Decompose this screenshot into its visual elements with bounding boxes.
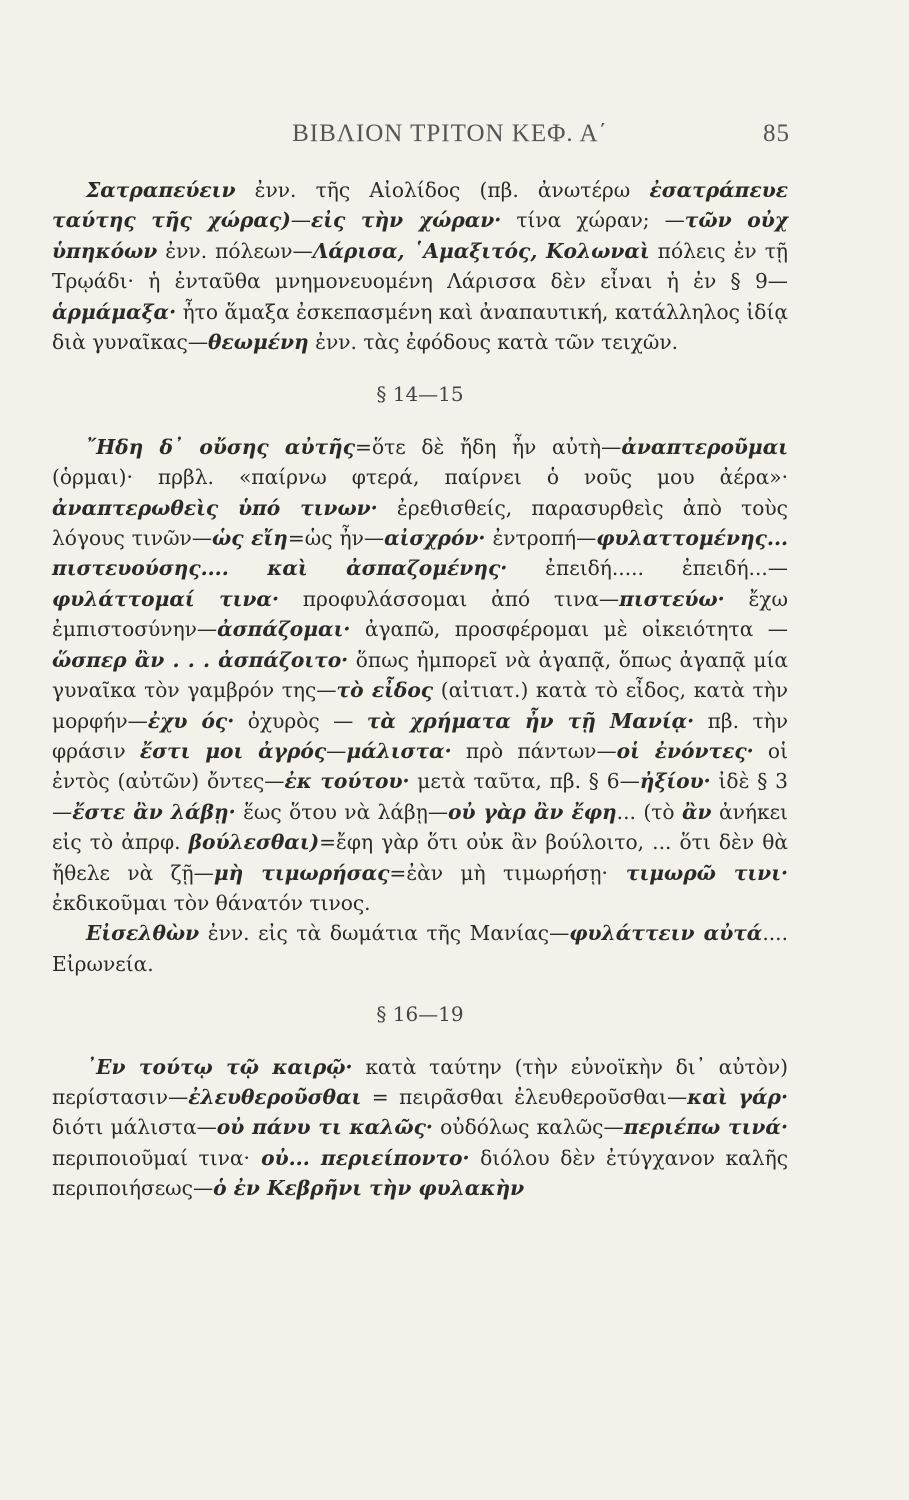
lemma: ἀναπτερωθεὶς ὑπό τινων· bbox=[52, 495, 378, 520]
gloss: οὐδόλως καλῶς— bbox=[432, 1115, 624, 1140]
paragraph-3 bbox=[52, 918, 788, 979]
lemma: καὶ γάρ· bbox=[687, 1084, 788, 1109]
lemma: ἐσατράπευε ταύτης τῆς χώρας) bbox=[52, 178, 788, 233]
gloss: περιποιοῦμαί τινα· bbox=[52, 1145, 250, 1170]
gloss: ὅπως ἠμπορεῖ νὰ ἀγαπᾷ, ὅπως ἀγαπᾷ μία γυναῖκα τὸν γαμβρόν της— bbox=[52, 647, 788, 703]
gloss: =ὅτε δὲ ἤδη ἦν αὐτὴ— bbox=[355, 434, 622, 459]
gloss: μετὰ ταῦτα, πβ. § 6— bbox=[409, 769, 640, 794]
lemma: βούλεσθαι) bbox=[188, 830, 320, 855]
section-heading: § 14—15 bbox=[376, 382, 464, 407]
lemma: φυλάττειν αὐτά bbox=[569, 921, 763, 946]
gloss: ... (τὸ bbox=[616, 799, 682, 824]
paragraph-4 bbox=[52, 1052, 788, 1204]
lemma: τιμωρῶ τινι· bbox=[607, 860, 788, 885]
lemma: μὴ τιμωρήσας bbox=[213, 860, 390, 885]
lemma: ὥσπερ ἂν . . . ἀσπάζοιτο· bbox=[52, 647, 349, 672]
commentary-body bbox=[52, 175, 788, 1204]
gloss: ἰδὲ § 3— bbox=[52, 769, 788, 824]
gloss: κατὰ ταύτην (τὴν εὐνοϊκὴν δι᾽ αὐτὸν) περίστασιν— bbox=[52, 1054, 788, 1109]
gloss: — bbox=[290, 208, 311, 233]
running-title: ΒΙΒΛΙΟΝ ΤΡΙΤΟΝ ΚΕΦ. Α΄ bbox=[292, 120, 608, 147]
gloss: ἔχω ἐμπιστοσύνην— bbox=[52, 586, 788, 642]
lemma: αἰσχρόν· bbox=[384, 526, 486, 551]
gloss: =ὡς ἦν— bbox=[287, 526, 385, 551]
lemma: Σατραπεύειν bbox=[86, 178, 236, 202]
lemma: οὐ... περιείποντο· bbox=[249, 1145, 470, 1170]
lemma: περιέπω τινά· bbox=[623, 1115, 788, 1140]
lemma: φυλάττομαί τινα· bbox=[52, 586, 279, 611]
gloss: ἐνν. τὰς ἐφόδους κατὰ τῶν τειχῶν. bbox=[308, 330, 679, 355]
lemma: ἔστε ἂν λάβῃ· bbox=[72, 799, 236, 824]
gloss: πόλεις ἐν τῇ Τρῳάδι· ἡ ἐνταῦθα μνημονευομένη Λάρισσα δὲν εἶναι ἡ ἐν § 9— bbox=[52, 238, 788, 294]
lemma: ἂν bbox=[682, 799, 712, 824]
gloss: ἐνν. πόλεων— bbox=[157, 238, 313, 263]
gloss: — bbox=[326, 738, 347, 763]
gloss: πβ. τὴν φράσιν bbox=[52, 708, 788, 763]
gloss: διότι μάλιστα— bbox=[52, 1115, 217, 1140]
section-heading: § 16—19 bbox=[376, 1002, 464, 1027]
lemma: μάλιστα· bbox=[346, 738, 452, 763]
gloss: = πειρᾶσθαι ἐλευθεροῦσθαι— bbox=[361, 1084, 688, 1109]
lemma: ἀσπάζομαι· bbox=[217, 617, 351, 642]
gloss: ἦτο ἅμαξα ἐσκεπασμένη καὶ ἀναπαυτική, κατάλληλος ἰδίᾳ διὰ γυναῖκας— bbox=[52, 299, 788, 355]
lemma: οἱ ἐνόντες· bbox=[616, 738, 754, 763]
lemma: ἔστι μοι ἀγρός bbox=[139, 738, 327, 763]
gloss: (ὁρμαι)· πρβλ. «παίρνω φτερά, παίρνει ὁ νοῦς μου ἀέρα»· bbox=[52, 465, 788, 490]
lemma: ᾿Εν τούτῳ τῷ καιρῷ· bbox=[86, 1054, 353, 1079]
lemma: ῎Ηδη δ᾽ οὔσης αὐτῆς bbox=[86, 434, 356, 459]
gloss: ἐκδικοῦμαι τὸν θάνατόν τινος. bbox=[52, 890, 371, 915]
lemma: τὰ χρήματα ἦν τῇ Μανίᾳ· bbox=[366, 708, 695, 733]
lemma: ἠξίου· bbox=[639, 769, 711, 794]
lemma: ἐλευθεροῦσθαι bbox=[188, 1084, 362, 1109]
lemma: τῶν οὐχ ὑπηκόων bbox=[52, 208, 788, 263]
gloss: διόλου δὲν ἐτύγχανον καλῆς περιποιήσεως— bbox=[52, 1145, 788, 1201]
lemma: εἰς τὴν χώραν· bbox=[310, 208, 502, 233]
lemma: ἐκ τούτου· bbox=[284, 769, 410, 794]
lemma: φυλαττομένης... πιστευούσης.... καὶ ἀσπαζομένης· bbox=[52, 526, 788, 581]
gloss: ἀγαπῶ, προσφέρομαι μὲ οἰκειότητα — bbox=[350, 617, 788, 642]
gloss: =ἐὰν μὴ τιμωρήσῃ· bbox=[389, 860, 608, 885]
gloss: οἱ ἐντὸς (αὐτῶν) ὄντες— bbox=[52, 738, 788, 794]
gloss: ἐρεθισθείς, παρασυρθεὶς ἀπὸ τοὺς λόγους τινῶν— bbox=[52, 495, 788, 551]
gloss: πρὸ πάντων— bbox=[451, 738, 617, 763]
lemma: τὸ εἶδος bbox=[336, 678, 434, 703]
lemma: ἐχυ ός· bbox=[147, 708, 235, 733]
lemma: οὐ πάνυ τι καλῶς· bbox=[216, 1115, 433, 1140]
gloss: ὀχυρὸς — bbox=[234, 708, 367, 733]
gloss: =ἔφη γὰρ ὅτι οὐκ ἂν βούλοιτο, ... ὅτι δὲν θὰ ἤθελε νὰ ζῇ— bbox=[52, 830, 788, 885]
gloss: ἐπειδή..... ἐπειδή...— bbox=[507, 556, 788, 581]
lemma: θεωμένη bbox=[208, 330, 309, 355]
lemma: ἁρμάμαξα· bbox=[52, 299, 177, 324]
gloss: (αἰτιατ.) κατὰ τὸ εἶδος, κατὰ τὴν μορφήν— bbox=[52, 678, 788, 733]
gloss: ἐνν. τῆς Αἰολίδος (πβ. ἀνωτέρω bbox=[235, 178, 650, 202]
lemma: Λάρισα, ῾Αμαξιτός, Κολωναὶ bbox=[312, 238, 650, 263]
paragraph-1 bbox=[52, 175, 788, 357]
lemma: ἀναπτεροῦμαι bbox=[621, 434, 789, 459]
gloss: ἐνν. εἰς τὰ δωμάτια τῆς Μανίας— bbox=[199, 921, 570, 946]
lemma: ὁ ἐν Κεβρῆνι τὴν φυλακὴν bbox=[213, 1176, 525, 1201]
lemma: ὡς εἴη bbox=[212, 526, 288, 551]
gloss: τίνα χώραν; — bbox=[501, 208, 685, 233]
lemma: πιστεύω· bbox=[619, 586, 725, 611]
gloss: ἐντροπή— bbox=[485, 526, 597, 551]
gloss: προφυλάσσομαι ἀπό τινα— bbox=[279, 586, 620, 611]
gloss: .... Εἰρωνεία. bbox=[52, 921, 788, 976]
gloss: ἀνήκει εἰς τὸ ἀπρφ. bbox=[52, 799, 788, 855]
gloss: ἕως ὅτου νὰ λάβῃ— bbox=[235, 799, 449, 824]
page-number: 85 bbox=[763, 120, 790, 147]
lemma: οὐ γὰρ ἂν ἔφη bbox=[448, 799, 617, 824]
paragraph-2 bbox=[52, 432, 788, 919]
lemma: Εἰσελθὼν bbox=[86, 921, 200, 946]
